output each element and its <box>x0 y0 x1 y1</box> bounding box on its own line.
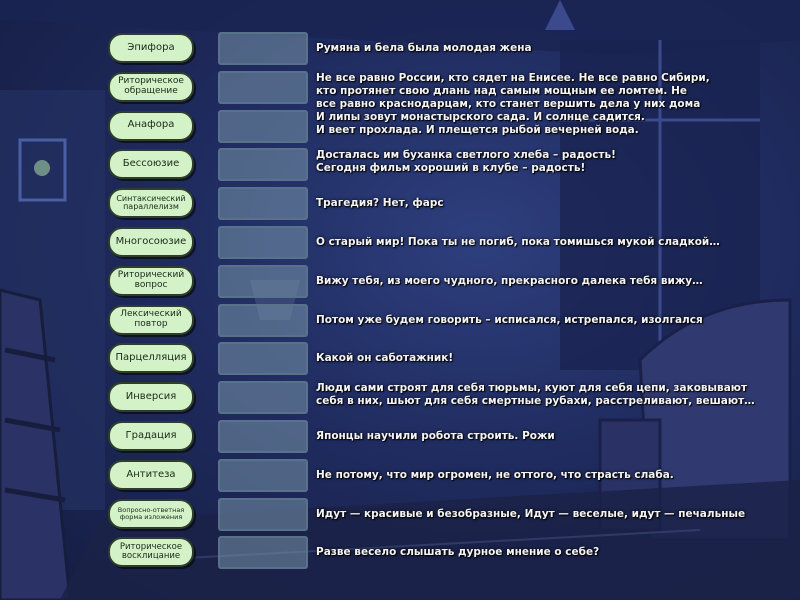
clue-text: Вижу тебя, из моего чудного, прекрасного далека тебя вижу… <box>316 274 703 287</box>
drop-slot[interactable] <box>218 187 308 220</box>
term-label: Риторическое обращение <box>118 76 184 96</box>
term-label: Инверсия <box>125 390 177 402</box>
term-card[interactable] <box>108 266 194 296</box>
term-card[interactable] <box>108 382 194 412</box>
clue-text: Румяна и бела была молодая жена <box>316 42 532 54</box>
term-card[interactable] <box>108 72 194 102</box>
drop-slot[interactable] <box>218 32 308 65</box>
clue-text: Не потому, что мир огромен, не оттого, что страсть слаба. <box>316 468 674 481</box>
term-card[interactable] <box>108 188 194 218</box>
drop-slot[interactable] <box>218 304 308 337</box>
drop-slot[interactable] <box>218 71 308 104</box>
clue-text: Не все равно России, кто сядет на Енисее. Не все равно Сибири, кто протянет свою длань над самым мощным ее ломтем. Не все равно краснодарцам, кто станет вершить дела у них дома <box>316 71 710 110</box>
clue-text: Идут — красивые и безобразные, Идут — веселые, идут — печальные <box>316 507 746 520</box>
drop-slot[interactable] <box>218 420 308 453</box>
drop-slot[interactable] <box>218 226 308 259</box>
drop-slot[interactable] <box>218 148 308 181</box>
drop-slot[interactable] <box>218 265 308 298</box>
clue-text: И липы зовут монастырского сада. И солнце садится. И веет прохлада. И плещется рыбой вечерней вода. <box>316 110 645 136</box>
term-card[interactable] <box>108 460 194 490</box>
term-label: Эпифора <box>127 41 175 53</box>
term-label: Анафора <box>127 119 175 131</box>
drop-slot[interactable] <box>218 381 308 414</box>
term-label: Парцелляция <box>115 352 187 364</box>
term-card[interactable] <box>108 421 194 451</box>
clue-text: Досталась им буханка светлого хлеба – радость! Сегодня фильм хороший в клубе – радость! <box>316 149 616 175</box>
clue-text: О старый мир! Пока ты не погиб, пока томишься мукой сладкой… <box>316 236 720 248</box>
term-label: Риторический вопрос <box>117 270 185 290</box>
term-card[interactable] <box>108 537 194 567</box>
drop-slot[interactable] <box>218 459 308 492</box>
term-card[interactable] <box>108 227 194 257</box>
term-label: Риторическое восклицание <box>119 542 183 562</box>
clue-text: Какой он саботажник! <box>316 352 454 365</box>
clue-text: Потом уже будем говорить – исписался, истрепался, изолгался <box>316 313 703 326</box>
term-card[interactable] <box>108 111 194 141</box>
clue-text: Японцы научили робота строить. Рожи <box>316 430 555 442</box>
drop-slot[interactable] <box>218 110 308 143</box>
term-card[interactable] <box>108 499 194 529</box>
term-card[interactable] <box>108 33 194 63</box>
drop-slot[interactable] <box>218 498 308 531</box>
term-label: Бессоюзие <box>122 158 180 170</box>
drop-slot[interactable] <box>218 536 308 569</box>
term-card[interactable] <box>108 343 194 373</box>
term-label: Синтаксический параллелизм <box>116 193 186 212</box>
term-label: Градация <box>125 429 177 441</box>
term-label: Антитеза <box>126 468 176 480</box>
clue-text: Разве весело слышать дурное мнение о себе? <box>316 546 600 559</box>
drop-slot[interactable] <box>218 342 308 375</box>
term-label: Вопросно-ответная форма изложения <box>117 505 185 521</box>
clue-text: Трагедия? Нет, фарс <box>316 197 444 210</box>
term-label: Многосоюзие <box>115 235 187 247</box>
term-card[interactable] <box>108 305 194 335</box>
term-card[interactable] <box>108 149 194 179</box>
term-label: Лексический повтор <box>120 309 182 329</box>
clue-text: Люди сами строят для себя тюрьмы, куют для себя цепи, заковывают себя в них, шьют для себя смертные рубахи, расстреливают, вешают… <box>316 382 755 408</box>
